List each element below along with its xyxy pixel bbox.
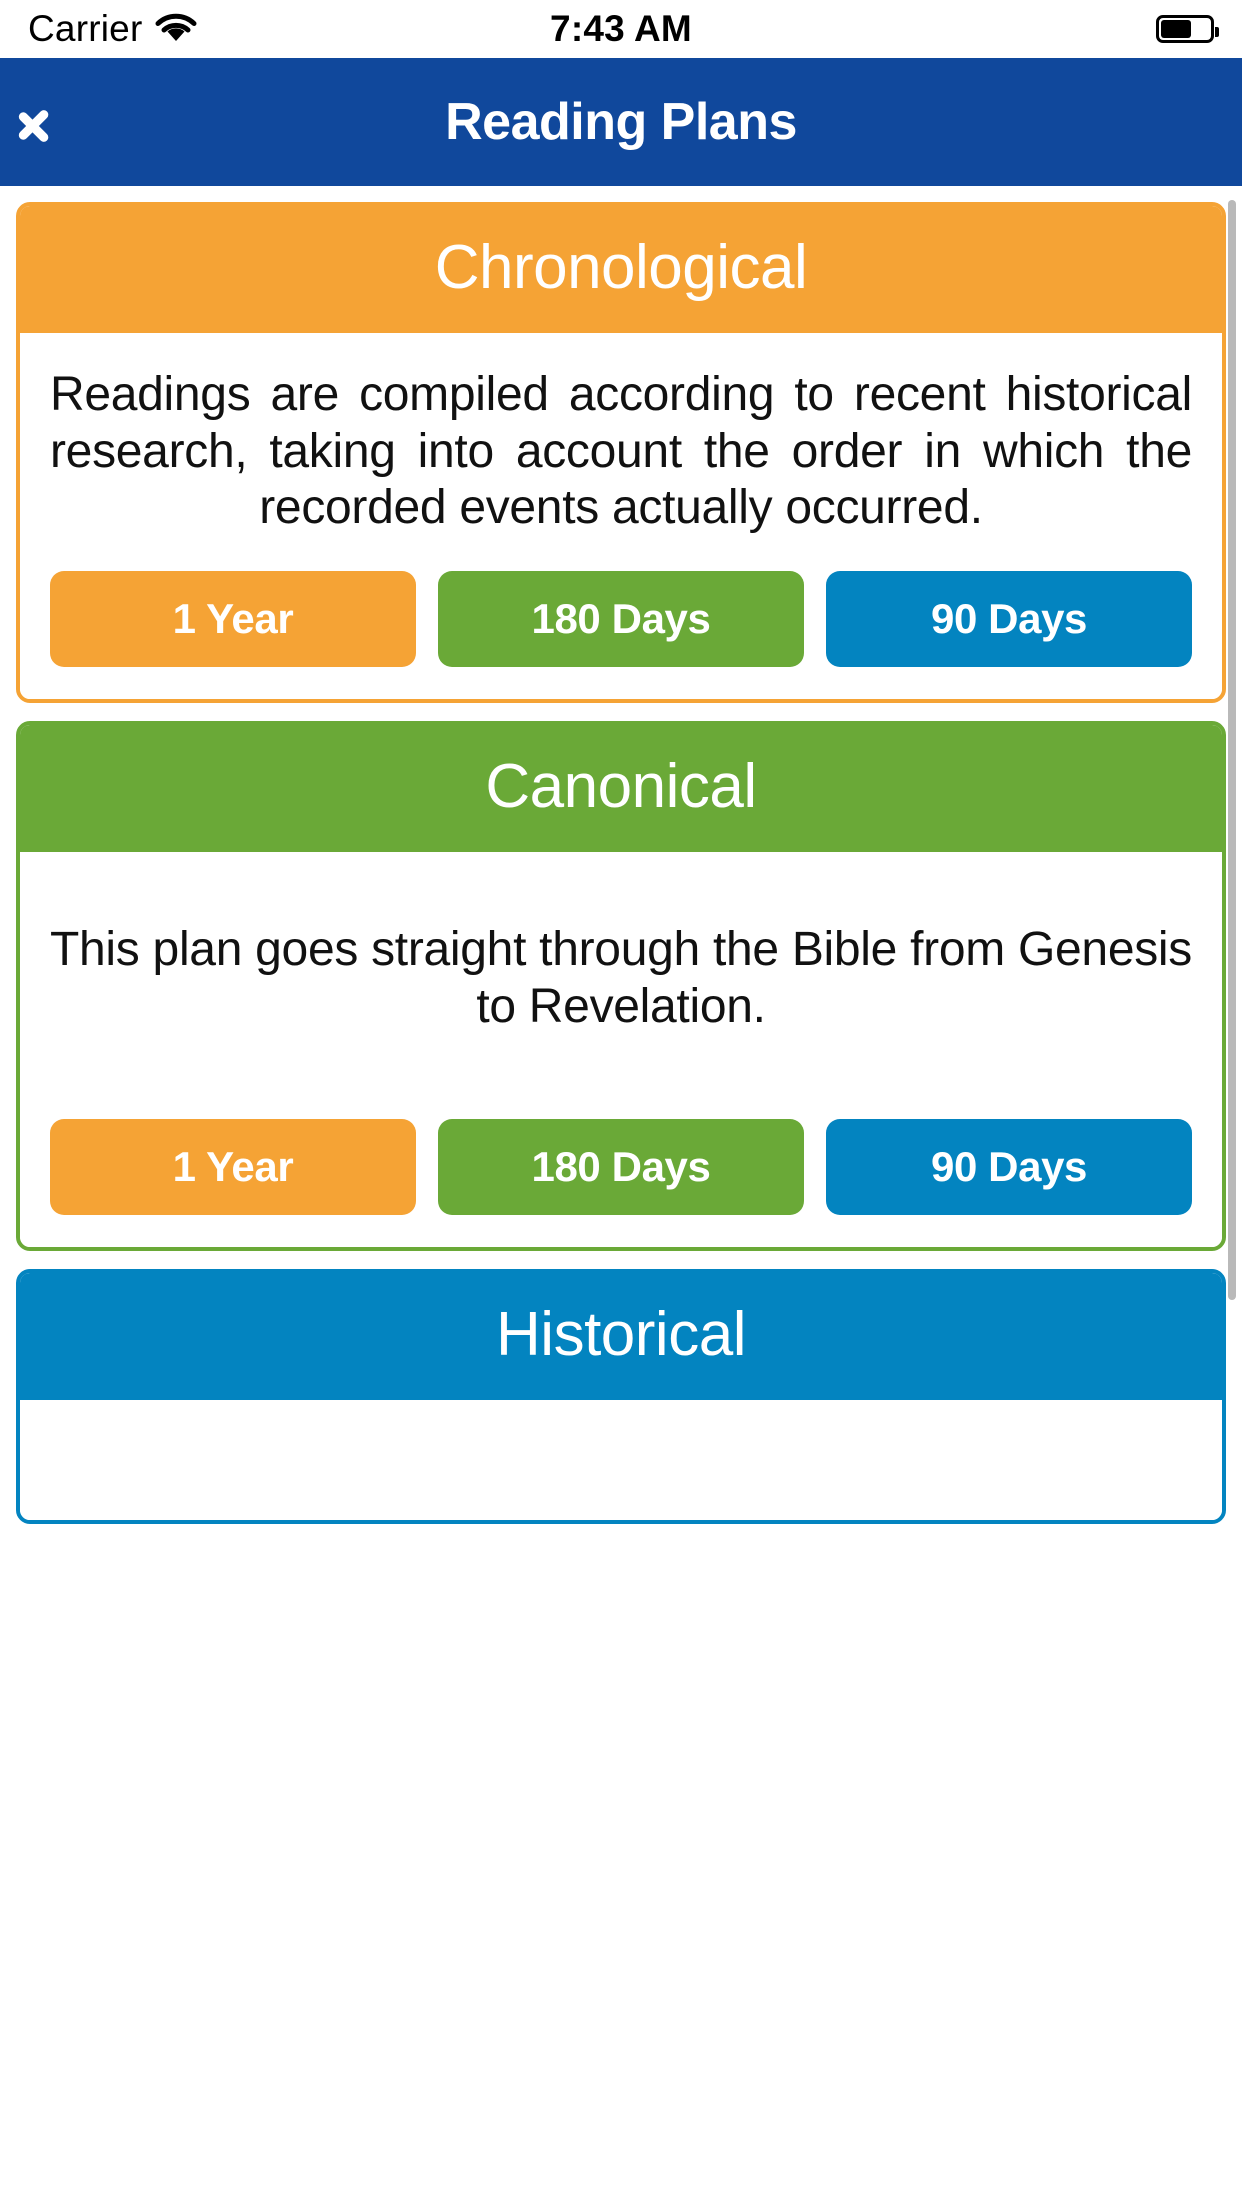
status-bar-left — [28, 8, 198, 50]
plan-duration-buttons — [50, 1035, 1192, 1247]
plan-button-1-year[interactable]: 1 Year — [50, 571, 416, 667]
plan-body — [20, 1400, 1222, 1520]
chevron-left-icon — [43, 92, 77, 152]
plan-body — [20, 333, 1222, 699]
plan-button-180-days[interactable]: 180 Days — [438, 1119, 804, 1215]
plan-button-180-days[interactable]: 180 Days — [438, 571, 804, 667]
plan-card-canonical — [16, 721, 1226, 1251]
plan-title: Canonical — [20, 725, 1222, 852]
plans-scroll-area[interactable] — [0, 186, 1242, 2208]
status-time: 7:43 AM — [550, 8, 692, 49]
plan-description: This plan goes straight through the Bible from Genesis to Revelation. — [50, 922, 1192, 1033]
navigation-bar — [0, 58, 1242, 186]
plan-button-90-days[interactable]: 90 Days — [826, 1119, 1192, 1215]
plan-body — [20, 852, 1222, 1247]
plan-duration-buttons — [50, 537, 1192, 699]
plan-card-chronological — [16, 202, 1226, 703]
page-title: Reading Plans — [445, 93, 797, 151]
plan-button-90-days[interactable]: 90 Days — [826, 571, 1192, 667]
plan-title: Historical — [20, 1273, 1222, 1400]
carrier-label: Carrier — [28, 8, 143, 49]
vertical-scrollbar[interactable] — [1228, 200, 1236, 1300]
status-bar-right — [1156, 15, 1214, 43]
plan-description: Readings are compiled according to recent historical research, taking into account the order in which the recorded events actually occurred. — [50, 368, 1192, 535]
back-button[interactable] — [0, 58, 120, 186]
plan-button-1-year[interactable]: 1 Year — [50, 1119, 416, 1215]
status-bar — [0, 0, 1242, 58]
plan-card-historical — [16, 1269, 1226, 1524]
battery-icon — [1156, 15, 1214, 43]
plan-title: Chronological — [20, 206, 1222, 333]
wifi-icon — [154, 11, 198, 48]
